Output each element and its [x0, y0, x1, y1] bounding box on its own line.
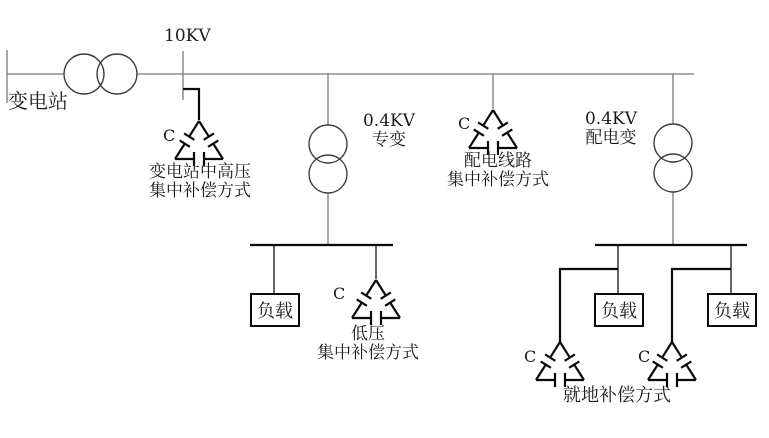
- load-box-3: [707, 293, 757, 327]
- line-compensation-caption-line1: 配电线路: [464, 151, 532, 171]
- capacitor-c-label-lv: C: [333, 284, 346, 303]
- line-compensation-caption: [447, 152, 549, 190]
- hv-capacitor-jog: [183, 89, 199, 120]
- dedicated-transformer-caption: [363, 112, 415, 150]
- capacitor-bank-local-right: [648, 342, 696, 387]
- lv-compensation-caption-line1: 低压: [351, 324, 385, 344]
- load-box-2: [594, 293, 644, 327]
- distribution-transformer-coil2: [654, 154, 692, 192]
- distribution-transformer-name: 配电变: [585, 128, 637, 148]
- lv-compensation-caption: [317, 325, 419, 363]
- hv-compensation-caption: [149, 163, 251, 201]
- hv-compensation-caption-line1: 变电站中高压: [149, 162, 251, 182]
- distribution-transformer-voltage: 0.4KV: [584, 109, 638, 129]
- load-box-3-label: 负载: [714, 301, 750, 322]
- local-compensation-caption: 就地补偿方式: [563, 385, 671, 406]
- capacitor-c-label-local-right: C: [638, 347, 651, 366]
- capacitor-c-label-line: C: [458, 114, 471, 133]
- hv-compensation-caption-line2: 集中补偿方式: [149, 181, 251, 201]
- dedicated-transformer-coil2: [309, 155, 347, 193]
- load-box-1-label: 负载: [257, 301, 293, 322]
- substation-label: 变电站: [8, 89, 68, 113]
- lv-compensation-caption-line2: 集中补偿方式: [317, 343, 419, 363]
- dedicated-transformer-voltage: 0.4KV: [362, 111, 416, 131]
- distribution-transformer-coil1: [654, 124, 692, 162]
- capacitor-bank-line: [469, 110, 517, 155]
- capacitor-bank-hv: [175, 121, 223, 166]
- bus-voltage-label: 10KV: [164, 26, 211, 46]
- load-box-1: [250, 293, 300, 327]
- load-box-2-label: 负载: [601, 301, 637, 322]
- substation-transformer-coil1: [64, 54, 104, 94]
- distribution-transformer-caption: [585, 110, 637, 148]
- line-compensation-caption-line2: 集中补偿方式: [447, 170, 549, 190]
- capacitor-c-label-hv: C: [163, 126, 176, 145]
- capacitor-bank-local-left: [536, 342, 584, 387]
- dedicated-transformer-coil1: [309, 125, 347, 163]
- substation-transformer-coil2: [97, 54, 137, 94]
- capacitor-c-label-local-left: C: [524, 347, 537, 366]
- dedicated-transformer-name: 专变: [371, 130, 406, 150]
- capacitor-bank-lv: [352, 280, 400, 325]
